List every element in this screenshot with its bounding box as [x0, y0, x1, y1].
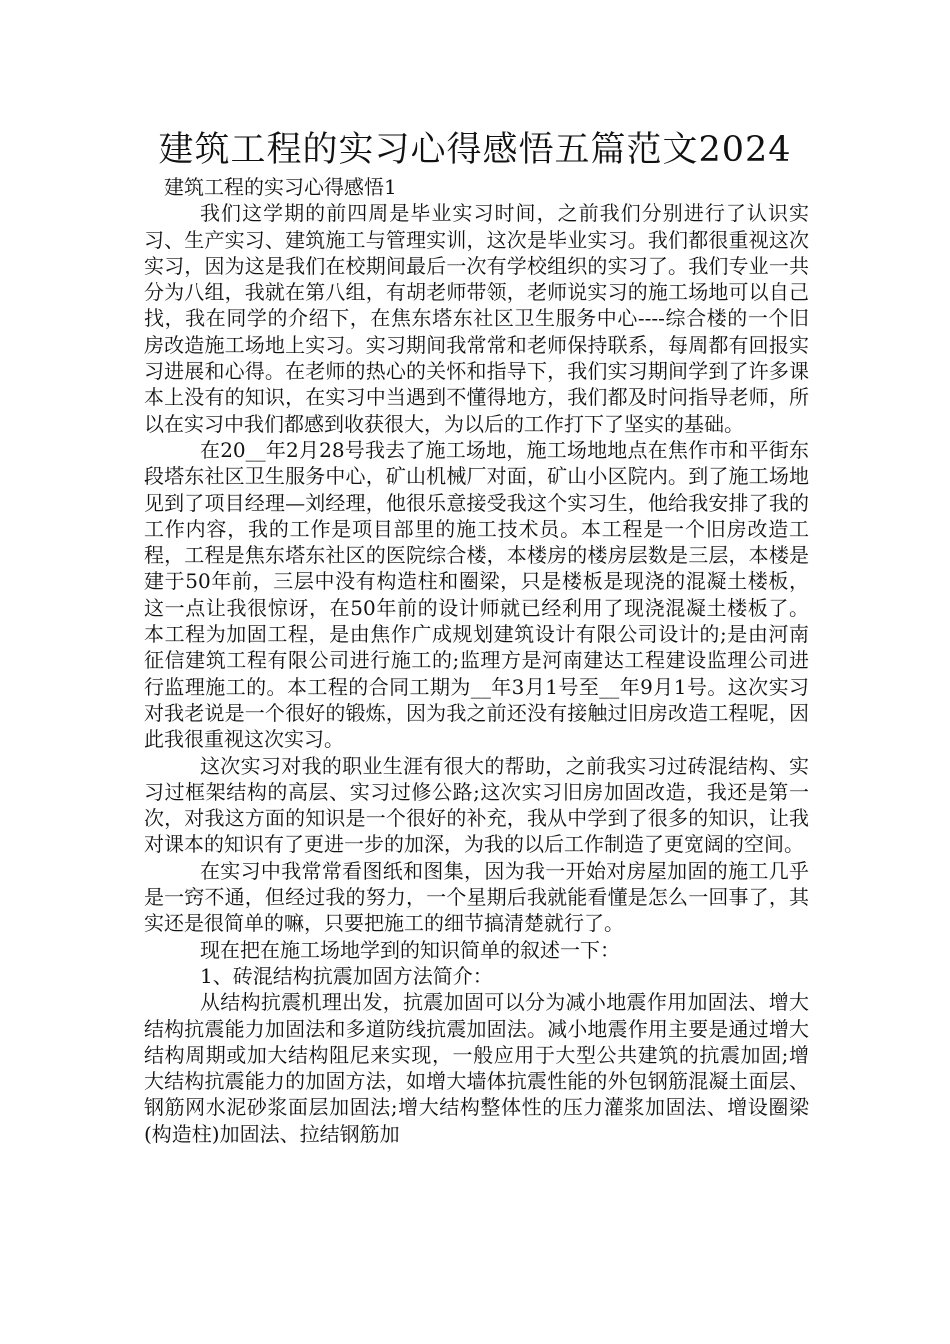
paragraph: 在20__年2月28号我去了施工场地，施工场地地点在焦作市和平街东段塔东社区卫生服务中心，矿山机械厂对面，矿山小区院内。到了施工场地见到了项目经理—刘经理，他很乐意接受我这个实习生，他给我安排了我的工作内容，我的工作是项目部里的施工技术员。本工程是一个旧房改造工程，工程是焦东塔东社区的医院综合楼，本楼房的楼房层数是三层，本楼是建于50年前，三层中没有构造柱和圈梁，只是楼板是现浇的混凝土楼板，这一点让我很惊讶，在50年前的设计师就已经利用了现浇混凝土楼板了。本工程为加固工程，是由焦作广成规划建筑设计有限公司设计的;是由河南征信建筑工程有限公司进行施工的;监理方是河南建达工程建设监理公司进行监理施工的。本工程的合同工期为__年3月1号至__年9月1号。这次实习对我老说是一个很好的锻炼，因为我之前还没有接触过旧房改造工程呢，因此我很重视这次实习。	[144, 437, 809, 752]
paragraph: 现在把在施工场地学到的知识简单的叙述一下：	[200, 937, 620, 962]
paragraph: 在实习中我常常看图纸和图集，因为我一开始对房屋加固的施工几乎是一窍不通，但经过我的努力，一个星期后我就能看懂是怎么一回事了，其实还是很简单的嘛，只要把施工的细节搞清楚就行了。	[144, 858, 809, 936]
paragraph: 1、砖混结构抗震加固方法简介：	[200, 963, 493, 988]
section-heading: 建筑工程的实习心得感悟1	[164, 175, 397, 199]
paragraph: 我们这学期的前四周是毕业实习时间，之前我们分别进行了认识实习、生产实习、建筑施工与管理实训，这次是毕业实习。我们都很重视这次实习，因为这是我们在校期间最后一次有学校组织的实习了。我们专业一共分为八组，我就在第八组，有胡老师带领，老师说实习的施工场地可以自己找，我在同学的介绍下，在焦东塔东社区卫生服务中心----综合楼的一个旧房改造施工场地上实习。实习期间我常常和老师保持联系，每周都有回报实习进展和心得。在老师的热心的关怀和指导下，我们实习期间学到了许多课本上没有的知识，在实习中当遇到不懂得地方，我们都及时问指导老师，所以在实习中我们都感到收获很大，为以后的工作打下了坚实的基础。	[144, 201, 809, 436]
document-title: 建筑工程的实习心得感悟五篇范文2024	[158, 130, 792, 170]
paragraph: 这次实习对我的职业生涯有很大的帮助，之前我实习过砖混结构、实习过框架结构的高层、实习过修公路;这次实习旧房加固改造，我还是第一次，对我这方面的知识是一个很好的补充，我从中学到了很多的知识，让我对课本的知识有了更进一步的加深，为我的以后工作制造了更宽阔的空间。	[144, 753, 809, 857]
document-body	[144, 174, 809, 1147]
paragraph: 从结构抗震机理出发，抗震加固可以分为减小地震作用加固法、增大结构抗震能力加固法和多道防线抗震加固法。减小地震作用主要是通过增大结构周期或加大结构阻尼来实现，一般应用于大型公共建筑的抗震加固;增大结构抗震能力的加固方法，如增大墙体抗震性能的外包钢筋混凝土面层、钢筋网水泥砂浆面层加固法;增大结构整体性的压力灌浆加固法、增设圈梁(构造柱)加固法、拉结钢筋加	[144, 990, 809, 1146]
